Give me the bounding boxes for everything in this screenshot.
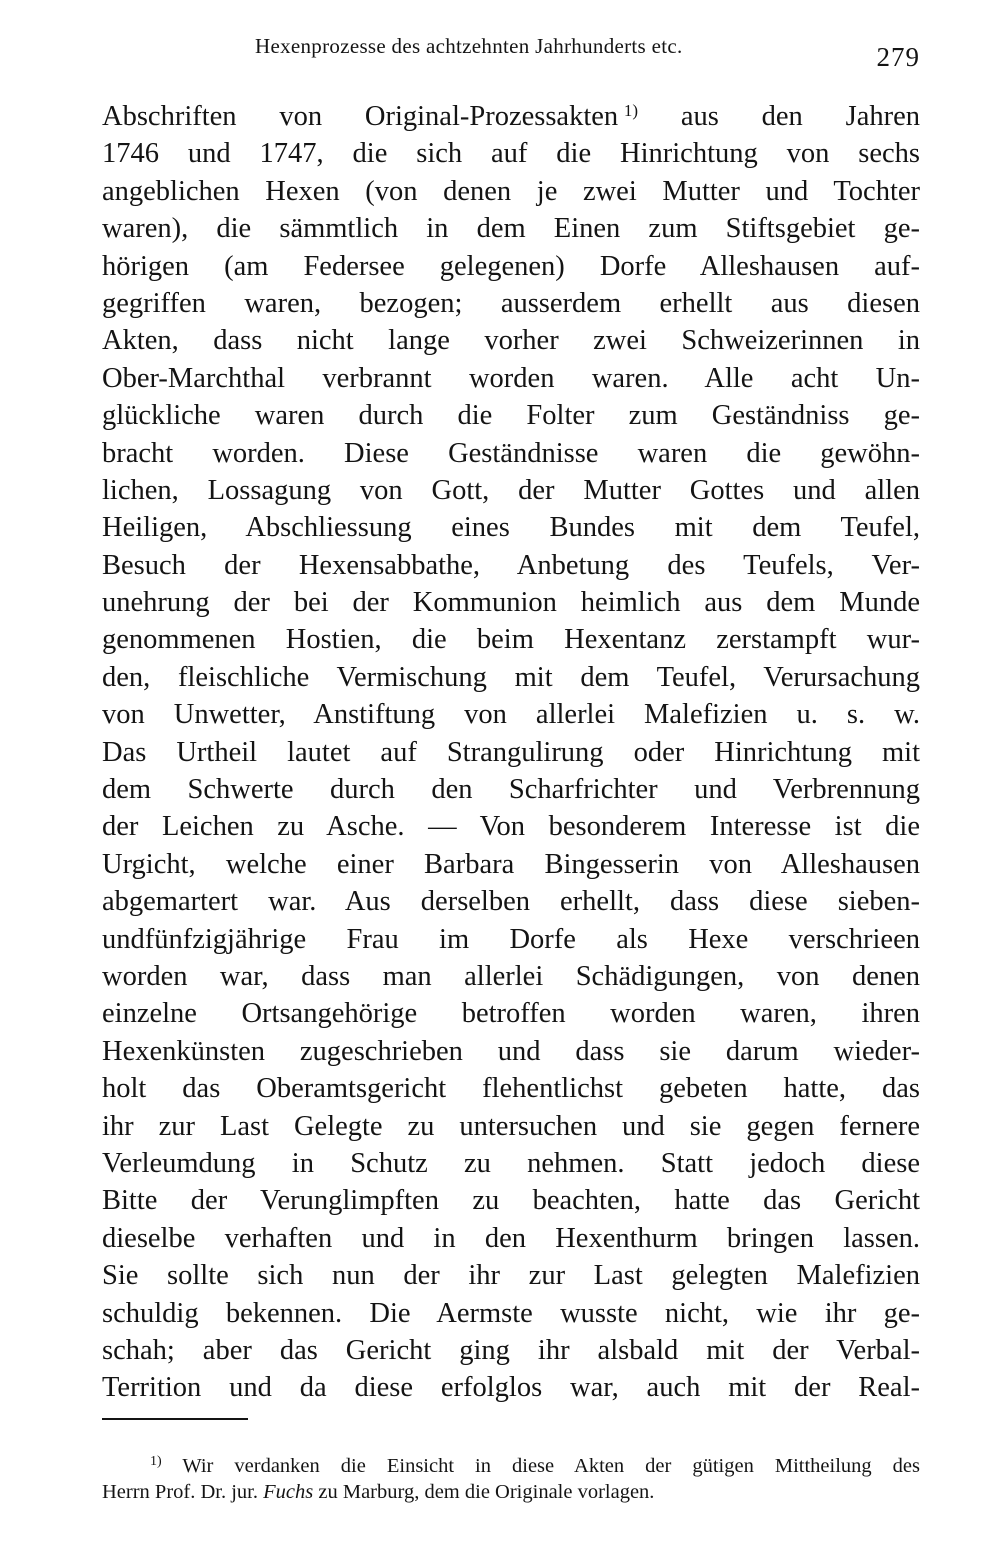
text-line: angeblichen Hexen (von denen je zwei Mutter und Tochter <box>102 175 920 207</box>
footnote-text: Herrn Prof. Dr. jur. <box>102 1481 259 1503</box>
text-line: lichen, Lossagung von Gott, der Mutter Gottes und allen <box>102 474 920 506</box>
text-line: waren), die sämmtlich in dem Einen zum Stiftsgebiet ge- <box>102 213 920 245</box>
footnote-reference[interactable]: 1) <box>623 101 639 120</box>
text-line: undfünfzigjährige Frau im Dorfe als Hexe verschrieen <box>102 923 920 955</box>
text-line: dem Schwerte durch den Scharfrichter und Verbrennung <box>102 774 920 806</box>
footnote-text: zu Marburg, dem die Originale vorlagen. <box>318 1481 655 1503</box>
text-line: Sie sollte sich nun der ihr zur Last gelegten Malefizien <box>102 1260 920 1292</box>
text-line: holt das Oberamtsgericht flehentlichst gebeten hatte, das <box>102 1073 920 1105</box>
body-text <box>102 98 920 1407</box>
footnote-line <box>102 1446 920 1477</box>
footnote-text: Wir verdanken die Einsicht in diese Akten der gütigen Mittheilung des <box>182 1455 920 1477</box>
text-line: der Leichen zu Asche. — Von besonderem Interesse ist die <box>102 811 920 843</box>
page-number: 279 <box>876 42 920 72</box>
text-line: 1746 und 1747, die sich auf die Hinrichtung von sechs <box>102 138 920 170</box>
text-line: Akten, dass nicht lange vorher zwei Schweizerinnen in <box>102 325 920 357</box>
text-line: den, fleischliche Vermischung mit dem Teufel, Verursachung <box>102 661 920 693</box>
footnote-divider <box>102 1418 248 1420</box>
text-line: von Unwetter, Anstiftung von allerlei Malefizien u. s. w. <box>102 699 920 731</box>
text-line: abgemartert war. Aus derselben erhellt, dass diese sieben- <box>102 886 920 918</box>
footnote <box>102 1446 920 1508</box>
text-line: Das Urtheil lautet auf Strangulirung oder Hinrichtung mit <box>102 736 920 768</box>
text-line: Urgicht, welche einer Barbara Bingesserin von Alleshausen <box>102 848 920 880</box>
text-line: Bitte der Verunglimpften zu beachten, hatte das Gericht <box>102 1185 920 1217</box>
text-line: hörigen (am Federsee gelegenen) Dorfe Alleshausen auf- <box>102 250 920 282</box>
text-line: schah; aber das Gericht ging ihr alsbald mit der Verbal- <box>102 1334 920 1366</box>
text-line: glückliche waren durch die Folter zum Geständniss ge- <box>102 400 920 432</box>
running-header <box>255 34 920 74</box>
footnote-marker: 1) <box>150 1454 162 1469</box>
text-line: einzelne Ortsangehörige betroffen worden waren, ihren <box>102 998 920 1030</box>
footnote-author-name: Fuchs <box>263 1481 314 1503</box>
text-line <box>102 98 920 135</box>
text-line: schuldig bekennen. Die Aermste wusste nicht, wie ihr ge- <box>102 1297 920 1329</box>
text-line: dieselbe verhaften und in den Hexenthurm bringen lassen. <box>102 1222 920 1254</box>
text-line: ihr zur Last Gelegte zu untersuchen und sie gegen fernere <box>102 1110 920 1142</box>
text-line: unehrung der bei der Kommunion heimlich aus dem Munde <box>102 587 920 619</box>
text-fragment: Abschriften von Original-Prozessakten <box>102 101 619 132</box>
text-line: Besuch der Hexensabbathe, Anbetung des Teufels, Ver- <box>102 549 920 581</box>
text-line: Heiligen, Abschliessung eines Bundes mit dem Teufel, <box>102 512 920 544</box>
running-title: Hexenprozesse des achtzehnten Jahrhunderts etc. <box>255 34 683 58</box>
text-line: Hexenkünsten zugeschrieben und dass sie darum wieder- <box>102 1035 920 1067</box>
text-line: Ober-Marchthal verbrannt worden waren. Alle acht Un- <box>102 362 920 394</box>
text-line: gegriffen waren, bezogen; ausserdem erhellt aus diesen <box>102 287 920 319</box>
text-line: worden war, dass man allerlei Schädigungen, von denen <box>102 960 920 992</box>
footnote-line <box>102 1477 920 1508</box>
text-line: genommenen Hostien, die beim Hexentanz zerstampft wur- <box>102 624 920 656</box>
text-fragment: aus den Jahren <box>680 101 920 132</box>
text-line: Territion und da diese erfolglos war, auch mit der Real- <box>102 1372 920 1404</box>
text-line: Verleumdung in Schutz zu nehmen. Statt jedoch diese <box>102 1147 920 1179</box>
text-line: bracht worden. Diese Geständnisse waren die gewöhn- <box>102 437 920 469</box>
